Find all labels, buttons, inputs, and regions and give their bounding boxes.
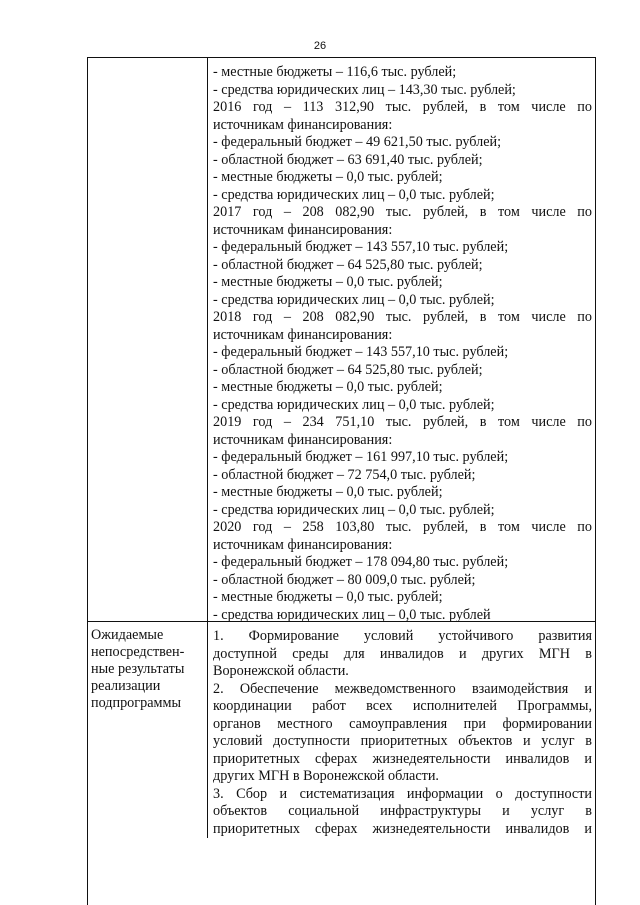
text-line: 1. Формирование условий устойчивого развития (213, 628, 592, 644)
text-line: 2016 год – 113 312,90 тыс. рублей, в том числе по (213, 99, 592, 115)
results-label-line: ные результаты (91, 661, 185, 677)
text-line: координации работ всех исполнителей Программы, (213, 698, 592, 714)
text-line: условий доступности приоритетных объектов и услуг в (213, 733, 592, 749)
text-line: приоритетных сферах жизнедеятельности инвалидов и (213, 820, 592, 837)
text-line: - областной бюджет – 64 525,80 тыс. рублей; (213, 361, 483, 378)
text-line: - федеральный бюджет – 178 094,80 тыс. рублей; (213, 554, 509, 570)
results-label-line: непосредствен- (91, 644, 185, 660)
text-line: - федеральный бюджет – 161 997,10 тыс. рублей; (213, 449, 509, 465)
program-passport-table (87, 57, 596, 905)
text-line: источникам финансирования: (213, 431, 393, 448)
results-label-line: подпрограммы (91, 695, 181, 711)
text-line: - местные бюджеты – 0,0 тыс. рублей; (213, 274, 443, 290)
text-line: 2. Обеспечение межведомственного взаимодействия и (213, 680, 592, 697)
expected-results-row (88, 622, 595, 838)
text-line: - местные бюджеты – 0,0 тыс. рублей; (213, 379, 443, 395)
text-line: - местные бюджеты – 0,0 тыс. рублей; (213, 484, 443, 500)
text-line: объектов социальной инфраструктуры и услуг в (213, 803, 592, 819)
text-line: - областной бюджет – 63 691,40 тыс. рублей; (213, 151, 483, 168)
text-line: других МГН в Воронежской области. (213, 768, 439, 784)
text-line: - местные бюджеты – 0,0 тыс. рублей; (213, 589, 443, 605)
text-line: источникам финансирования: (213, 221, 393, 238)
text-line: источникам финансирования: (213, 116, 393, 133)
text-line: - областной бюджет – 80 009,0 тыс. рублей; (213, 571, 476, 588)
text-line: - местные бюджеты – 0,0 тыс. рублей; (213, 169, 443, 185)
text-line: 2020 год – 258 103,80 тыс. рублей, в том числе по (213, 519, 592, 535)
funding-text-cell (208, 58, 595, 621)
text-line: источникам финансирования: (213, 536, 393, 553)
text-line: - средства юридических лиц – 0,0 тыс. рублей; (213, 396, 495, 413)
expected-results-label-cell (88, 622, 208, 838)
text-line: - средства юридических лиц – 143,30 тыс. рублей; (213, 81, 516, 98)
text-line: 2019 год – 234 751,10 тыс. рублей, в том числе по (213, 414, 592, 430)
text-line: - местные бюджеты – 116,6 тыс. рублей; (213, 64, 457, 80)
expected-results-text-cell (208, 622, 595, 838)
text-line: 3. Сбор и систематизация информации о доступности (213, 785, 592, 802)
text-line: 2017 год – 208 082,90 тыс. рублей, в том числе по (213, 204, 592, 220)
text-line: - средства юридических лиц – 0,0 тыс. рублей; (213, 186, 495, 203)
text-line: - федеральный бюджет – 49 621,50 тыс. рублей; (213, 134, 502, 150)
text-line: - федеральный бюджет – 143 557,10 тыс. рублей; (213, 344, 509, 360)
text-line: - областной бюджет – 72 754,0 тыс. рублей; (213, 466, 476, 483)
text-line: - средства юридических лиц – 0,0 тыс. рублей; (213, 291, 495, 308)
text-line: доступной среды для инвалидов и других МГН в (213, 645, 592, 662)
results-label-line: Ожидаемые (91, 627, 164, 643)
text-line: приоритетных сферах жизнедеятельности инвалидов и (213, 750, 592, 767)
text-line: органов местного самоуправления при формировании (213, 715, 592, 732)
text-line: - областной бюджет – 64 525,80 тыс. рублей; (213, 256, 483, 273)
text-line: источникам финансирования: (213, 326, 393, 343)
text-line: - средства юридических лиц – 0,0 тыс. рублей (213, 606, 491, 623)
text-line: 2018 год – 208 082,90 тыс. рублей, в том числе по (213, 309, 592, 325)
text-line: Воронежской области. (213, 663, 349, 679)
results-label-line: реализации (91, 678, 161, 694)
funding-label-cell (88, 58, 208, 621)
text-line: - федеральный бюджет – 143 557,10 тыс. рублей; (213, 239, 509, 255)
page-number: 26 (313, 40, 327, 52)
text-line: - средства юридических лиц – 0,0 тыс. рублей; (213, 501, 495, 518)
funding-row (88, 58, 595, 622)
